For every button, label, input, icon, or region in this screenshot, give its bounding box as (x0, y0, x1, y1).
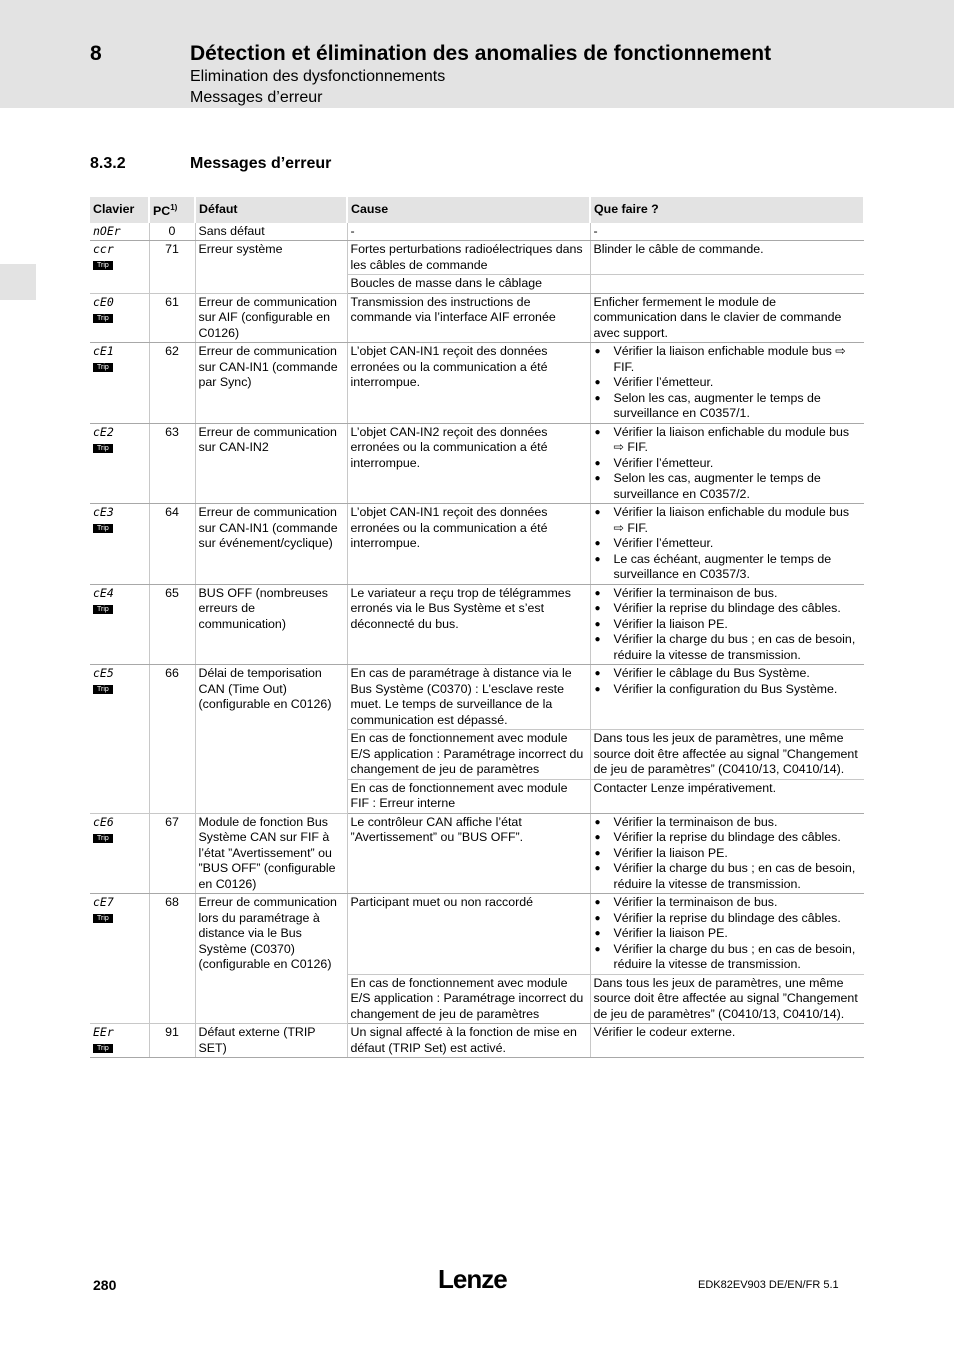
list-item: ● Vérifier la liaison PE. (594, 926, 862, 942)
table-row (90, 241, 864, 275)
table-header-row (90, 197, 864, 223)
table-row (90, 1024, 864, 1058)
keypad-code-cell (90, 1024, 149, 1058)
keypad-code-cell (90, 894, 149, 1024)
page-header (0, 0, 954, 108)
action-list (594, 344, 862, 422)
action-cell: Vérifier le codeur externe. (590, 1024, 864, 1058)
list-item: ● Vérifier la liaison enfichable du module bus ⇨ FIF. (594, 425, 862, 456)
pc-cell: 91 (149, 1024, 195, 1058)
defaut-cell: Sans défaut (195, 223, 347, 241)
table-row (90, 813, 864, 894)
list-item: ● Vérifier la charge du bus ; en cas de besoin, réduire la vitesse de transmission. (594, 632, 862, 663)
list-item: ● Vérifier l’émetteur. (594, 536, 862, 552)
cause-cell: Participant muet ou non raccordé (347, 894, 590, 975)
keypad-code-cell (90, 665, 149, 814)
pc-cell: 71 (149, 241, 195, 294)
keypad-code: cE2 (93, 424, 114, 439)
cause-cell: Transmission des instructions de commande via l’interface AIF erronée (347, 293, 590, 343)
list-item: ● Vérifier la liaison enfichable du module bus ⇨ FIF. (594, 505, 862, 536)
list-item: ● Selon les cas, augmenter le temps de surveillance en C0357/2. (594, 471, 862, 502)
trip-badge: Trip (93, 524, 113, 533)
page-number: 280 (93, 1277, 117, 1293)
trip-badge: Trip (93, 444, 113, 453)
list-item: ● Vérifier le câblage du Bus Système. (594, 666, 862, 682)
table-row (90, 504, 864, 585)
keypad-code: cE5 (93, 666, 114, 681)
keypad-code: cE0 (93, 294, 114, 309)
table-row (90, 343, 864, 424)
pc-cell: 67 (149, 813, 195, 894)
keypad-code: EEr (93, 1025, 114, 1040)
list-item: ● Vérifier la reprise du blindage des câbles. (594, 601, 862, 617)
pc-cell: 64 (149, 504, 195, 585)
trip-badge: Trip (93, 834, 113, 843)
list-item: ● Vérifier la terminaison de bus. (594, 586, 862, 602)
cause-cell: En cas de fonctionnement avec module E/S application : Paramétrage incorrect du changement de jeu de paramètres (347, 974, 590, 1024)
keypad-code-cell (90, 223, 149, 241)
col-header-que-faire: Que faire ? (590, 197, 864, 223)
defaut-cell: Erreur de communication sur AIF (configurable en C0126) (195, 293, 347, 343)
list-item: ● Vérifier la terminaison de bus. (594, 815, 862, 831)
cause-cell: L’objet CAN‑IN1 reçoit des données erronées ou la communication a été interrompue. (347, 343, 590, 424)
list-item: ● Vérifier la charge du bus ; en cas de besoin, réduire la vitesse de transmission. (594, 861, 862, 892)
table-row (90, 223, 864, 241)
defaut-cell: Délai de temporisation CAN (Time Out) (configurable en C0126) (195, 665, 347, 814)
defaut-cell: Erreur de communication sur CAN‑IN1 (commande par Sync) (195, 343, 347, 424)
cause-cell: L’objet CAN‑IN1 reçoit des données erronées ou la communication a été interrompue. (347, 504, 590, 585)
pc-cell: 0 (149, 223, 195, 241)
action-list (594, 505, 862, 583)
cause-cell: Le contrôleur CAN affiche l’état ”Avertissement” ou ”BUS OFF”. (347, 813, 590, 894)
section-number: 8.3.2 (90, 155, 126, 172)
action-list (594, 666, 862, 697)
action-cell (590, 584, 864, 665)
action-cell (590, 813, 864, 894)
action-cell (590, 504, 864, 585)
list-item: ● Vérifier la liaison PE. (594, 846, 862, 862)
trip-badge: Trip (93, 685, 113, 694)
pc-cell: 61 (149, 293, 195, 343)
defaut-cell: Erreur système (195, 241, 347, 294)
list-item: ● Vérifier l’émetteur. (594, 456, 862, 472)
table-row (90, 894, 864, 975)
list-item: ● Selon les cas, augmenter le temps de surveillance en C0357/1. (594, 391, 862, 422)
pc-footnote: 1) (170, 203, 178, 212)
list-item: ● Vérifier la reprise du blindage des câbles. (594, 911, 862, 927)
keypad-code-cell (90, 423, 149, 504)
defaut-cell: Module de fonction Bus Système CAN sur FIF à l’état ”Avertissement” ou ”BUS OFF” (configurable en C0126) (195, 813, 347, 894)
trip-badge: Trip (93, 314, 113, 323)
keypad-code-cell (90, 813, 149, 894)
action-cell (590, 343, 864, 424)
table-row (90, 584, 864, 665)
keypad-code-cell (90, 241, 149, 294)
action-list (594, 895, 862, 973)
list-item: ● Vérifier l’émetteur. (594, 375, 862, 391)
keypad-code: cE7 (93, 895, 114, 910)
keypad-code: cE4 (93, 585, 114, 600)
subtitle-2: Messages d’erreur (190, 89, 323, 106)
cause-cell: En cas de fonctionnement avec module E/S application : Paramétrage incorrect du changement de jeu de paramètres (347, 730, 590, 780)
keypad-code-cell (90, 584, 149, 665)
chapter-side-tab (0, 264, 36, 300)
keypad-code: cE1 (93, 344, 114, 359)
action-cell (590, 275, 864, 294)
list-item: ● Le cas échéant, augmenter le temps de surveillance en C0357/3. (594, 552, 862, 583)
action-cell: Contacter Lenze impérativement. (590, 779, 864, 813)
action-cell: Enficher fermement le module de communication dans le clavier de commande avec support. (590, 293, 864, 343)
pc-cell: 62 (149, 343, 195, 424)
section-title: Messages d’erreur (190, 155, 332, 172)
cause-cell: Boucles de masse dans le câblage (347, 275, 590, 294)
cause-cell: En cas de paramétrage à distance via le Bus Système (C0370) : L’esclave reste muet. Le temps de surveillance de la communication est dépassé. (347, 665, 590, 730)
cause-cell: L’objet CAN‑IN2 reçoit des données erronées ou la communication a été interrompue. (347, 423, 590, 504)
defaut-cell: BUS OFF (nombreuses erreurs de communication) (195, 584, 347, 665)
trip-badge: Trip (93, 363, 113, 372)
subtitle-1: Elimination des dysfonctionnements (190, 68, 446, 85)
defaut-cell: Défaut externe (TRIP SET) (195, 1024, 347, 1058)
keypad-code: cE6 (93, 814, 114, 829)
action-cell: - (590, 223, 864, 241)
col-header-cause: Cause (347, 197, 590, 223)
chapter-number: 8 (90, 42, 102, 65)
trip-badge: Trip (93, 1044, 113, 1053)
action-list (594, 586, 862, 664)
list-item: ● Vérifier la liaison enfichable module bus ⇨ FIF. (594, 344, 862, 375)
defaut-cell: Erreur de communication lors du paramétrage à distance via le Bus Système (C0370) (configurable en C0126) (195, 894, 347, 1024)
cause-cell: - (347, 223, 590, 241)
pc-cell: 63 (149, 423, 195, 504)
pc-cell: 68 (149, 894, 195, 1024)
pc-cell: 66 (149, 665, 195, 814)
trip-badge: Trip (93, 914, 113, 923)
list-item: ● Vérifier la liaison PE. (594, 617, 862, 633)
table-row (90, 665, 864, 730)
cause-cell: Le variateur a reçu trop de télégrammes erronés via le Bus Système et s’est déconnecté du bus. (347, 584, 590, 665)
keypad-code-cell (90, 343, 149, 424)
action-cell: Dans tous les jeux de paramètres, une même source doit être affectée au signal ”Changement de jeu de paramètres” (C0410/13, C0410/14). (590, 730, 864, 780)
cause-cell: Un signal affecté à la fonction de mise en défaut (TRIP Set) est activé. (347, 1024, 590, 1058)
action-cell (590, 665, 864, 730)
cause-cell: En cas de fonctionnement avec module FIF : Erreur interne (347, 779, 590, 813)
col-header-clavier: Clavier (90, 197, 149, 223)
action-cell: Dans tous les jeux de paramètres, une même source doit être affectée au signal ”Changement de jeu de paramètres” (C0410/13, C0410/14). (590, 974, 864, 1024)
cause-cell: Fortes perturbations radioélectriques dans les câbles de commande (347, 241, 590, 275)
col-header-pc: PC$^{1)}$ (149, 197, 195, 223)
action-list (594, 815, 862, 893)
list-item: ● Vérifier la terminaison de bus. (594, 895, 862, 911)
lenze-logo: Lenze (438, 1264, 507, 1294)
trip-badge: Trip (93, 261, 113, 270)
keypad-code-cell (90, 504, 149, 585)
defaut-cell: Erreur de communication sur CAN‑IN2 (195, 423, 347, 504)
keypad-code-cell (90, 293, 149, 343)
action-cell (590, 894, 864, 975)
keypad-code: cE3 (93, 505, 114, 520)
action-cell (590, 423, 864, 504)
defaut-cell: Erreur de communication sur CAN‑IN1 (commande sur événement/cyclique) (195, 504, 347, 585)
document-reference: EDK82EV903 DE/EN/FR 5.1 (698, 1279, 839, 1291)
keypad-code: nOEr (93, 223, 121, 238)
chapter-title: Détection et élimination des anomalies de fonctionnement (190, 42, 772, 65)
table-row (90, 423, 864, 504)
keypad-code: ccr (93, 242, 114, 257)
action-list (594, 425, 862, 503)
col-header-defaut: Défaut (195, 197, 347, 223)
list-item: ● Vérifier la charge du bus ; en cas de besoin, réduire la vitesse de transmission. (594, 942, 862, 973)
error-messages-table (90, 197, 865, 1058)
list-item: ● Vérifier la reprise du blindage des câbles. (594, 830, 862, 846)
action-cell: Blinder le câble de commande. (590, 241, 864, 275)
list-item: ● Vérifier la configuration du Bus Système. (594, 682, 862, 698)
pc-cell: 65 (149, 584, 195, 665)
table-row (90, 293, 864, 343)
trip-badge: Trip (93, 605, 113, 614)
